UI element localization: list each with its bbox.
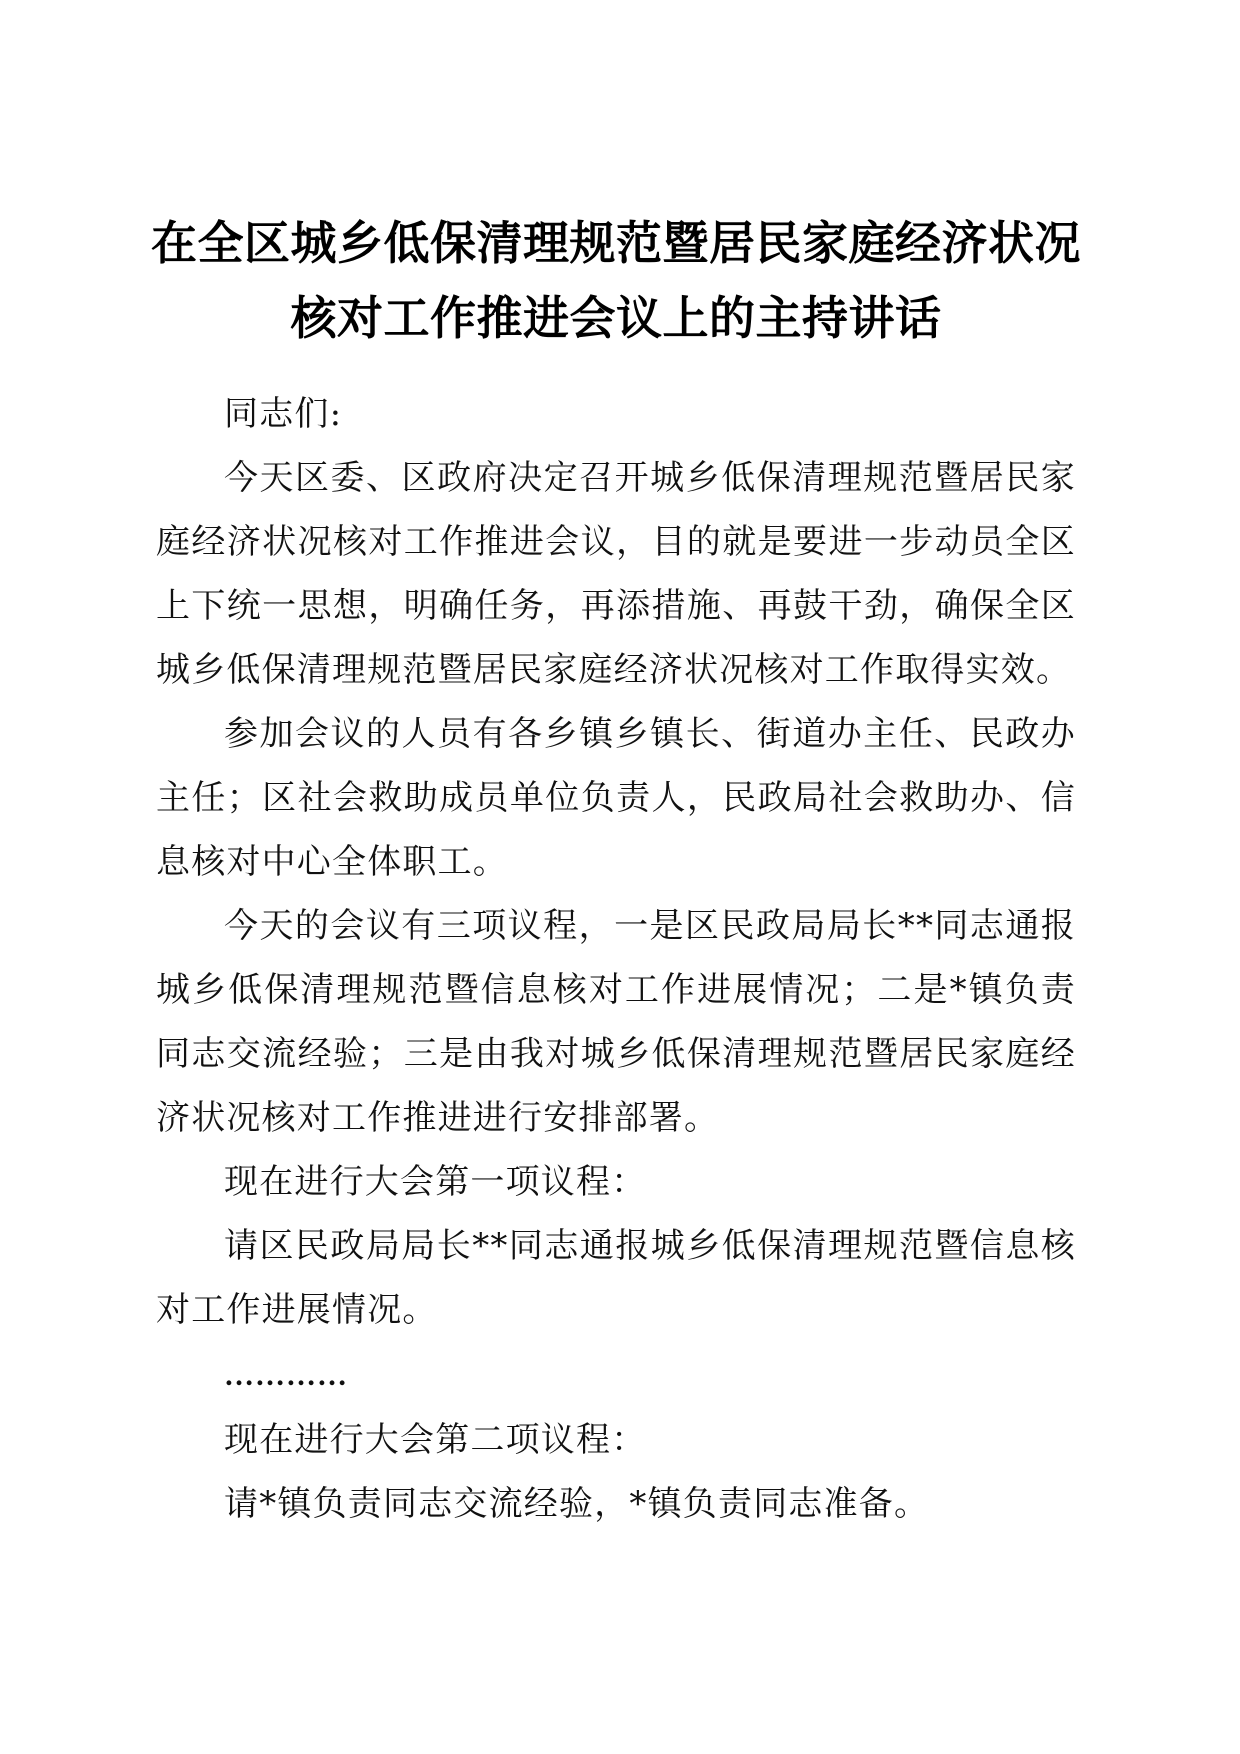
paragraph-agenda: 今天的会议有三项议程，一是区民政局局长**同志通报城乡低保清理规范暨信息核对工作进展情况；二是*镇负责同志交流经验；三是由我对城乡低保清理规范暨居民家庭经济状况核对工作推进进行安排部署。 [156,906,1076,1138]
title-line-1: 在全区城乡低保清理规范暨居民家庭经济状况 [151,216,1081,270]
greeting: 同志们: [224,394,343,434]
ellipsis: ………… [224,1359,348,1392]
paragraph-agenda-item-2: 现在进行大会第二项议程： [224,1420,647,1460]
paragraph-agenda-item-1-detail: 请区民政局局长**同志通报城乡低保清理规范暨信息核对工作进展情况。 [156,1226,1076,1330]
paragraph-attendees: 参加会议的人员有各乡镇乡镇长、街道办主任、民政办主任；区社会救助成员单位负责人，民政局社会救助办、信息核对中心全体职工。 [156,714,1076,882]
title-line-2: 核对工作推进会议上的主持讲话 [290,291,942,345]
document-body [156,382,1076,1536]
paragraph-agenda-item-2-detail: 请*镇负责同志交流经验，*镇负责同志准备。 [224,1484,930,1524]
document-title [150,206,1082,356]
paragraph-purpose: 今天区委、区政府决定召开城乡低保清理规范暨居民家庭经济状况核对工作推进会议，目的就是要进一步动员全区上下统一思想，明确任务，再添措施、再鼓干劲，确保全区城乡低保清理规范暨居民家庭经济状况核对工作取得实效。 [156,458,1076,690]
paragraph-agenda-item-1: 现在进行大会第一项议程： [224,1162,647,1202]
